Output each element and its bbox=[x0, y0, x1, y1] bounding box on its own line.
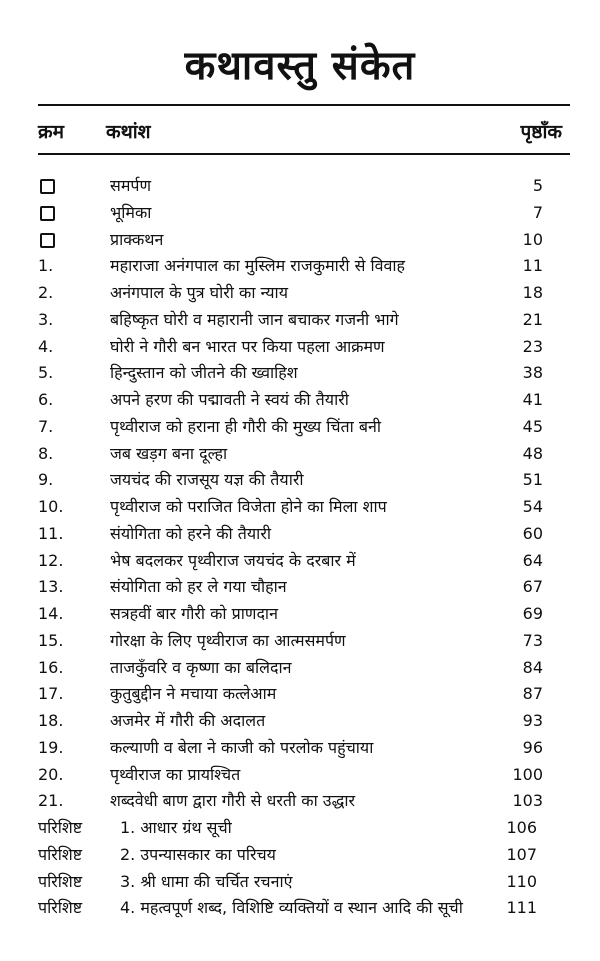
page-title: कथावस्तु संकेत bbox=[184, 43, 416, 89]
page-number: 110 bbox=[506, 871, 537, 891]
entry-title: पृथ्वीराज का प्रायश्चित bbox=[110, 764, 241, 784]
chapter-number: 4. bbox=[38, 336, 54, 356]
entry-title: सत्रहवीं बार गौरी को प्राणदान bbox=[110, 604, 278, 623]
appendix-label: परिशिष्ट bbox=[38, 818, 83, 837]
chapter-row[interactable] bbox=[0, 656, 600, 680]
page-number: 87 bbox=[522, 684, 543, 704]
chapter-number: 3. bbox=[38, 309, 54, 329]
chapter-number: 17. bbox=[38, 684, 64, 704]
page-number: 73 bbox=[522, 630, 543, 650]
page-number: 45 bbox=[522, 416, 543, 436]
entry-title: हिन्दुस्तान को जीतने की ख्वाहिश bbox=[110, 363, 298, 383]
entry-title: 3. श्री धामा की चर्चित रचनाएं bbox=[120, 871, 293, 891]
page-number: 41 bbox=[522, 390, 543, 409]
chapter-number: 20. bbox=[38, 764, 64, 784]
appendix-row[interactable] bbox=[0, 896, 600, 920]
chapter-number: 18. bbox=[38, 711, 64, 730]
page-number: 11 bbox=[522, 256, 543, 276]
entry-title: समर्पण bbox=[110, 176, 152, 195]
entry-title: संयोगिता को हरने की तैयारी bbox=[110, 523, 272, 543]
header-number: क्रम bbox=[38, 121, 64, 143]
entry-title: भेष बदलकर पृथ्वीराज जयचंद के दरबार में bbox=[110, 550, 356, 570]
appendix-label: परिशिष्ट bbox=[38, 844, 83, 864]
chapter-row[interactable] bbox=[0, 629, 600, 653]
chapter-row[interactable] bbox=[0, 575, 600, 599]
entry-title: जयचंद की राजसूय यज्ञ की तैयारी bbox=[110, 470, 304, 490]
entry-title: महाराजा अनंगपाल का मुस्लिम राजकुमारी से विवाह bbox=[110, 256, 406, 276]
appendix-row[interactable] bbox=[0, 870, 600, 894]
chapter-number: 12. bbox=[38, 550, 64, 570]
entry-title: घोरी ने गौरी बन भारत पर किया पहला आक्रमण bbox=[110, 336, 385, 356]
chapter-number: 1. bbox=[38, 256, 54, 276]
chapter-row[interactable] bbox=[0, 335, 600, 359]
chapter-row[interactable] bbox=[0, 763, 600, 787]
entry-title: प्राक्कथन bbox=[110, 229, 164, 249]
entry-title: जब खड़ग बना दूल्हा bbox=[110, 443, 228, 463]
entry-title: ताजकुँवरि व कृष्णा का बलिदान bbox=[110, 657, 292, 677]
page-number: 100 bbox=[512, 764, 543, 784]
page-number: 103 bbox=[512, 791, 543, 811]
page-number: 111 bbox=[506, 898, 537, 918]
page-number: 84 bbox=[522, 657, 543, 677]
chapter-number: 8. bbox=[38, 443, 54, 463]
chapter-number: 16. bbox=[38, 657, 64, 677]
chapter-row[interactable] bbox=[0, 442, 600, 466]
page-number: 5 bbox=[532, 176, 543, 195]
page-number: 107 bbox=[506, 844, 537, 864]
page-number: 54 bbox=[522, 497, 543, 516]
entry-title: कुतुबुद्दीन ने मचाया कत्लेआम bbox=[110, 684, 277, 704]
chapter-row[interactable] bbox=[0, 281, 600, 305]
prelim-row[interactable] bbox=[0, 174, 600, 198]
page-number: 38 bbox=[522, 363, 543, 383]
appendix-label: परिशिष्ट bbox=[38, 871, 83, 891]
page-number: 18 bbox=[522, 283, 543, 302]
chapter-row[interactable] bbox=[0, 522, 600, 546]
entry-title: अपने हरण की पद्मावती ने स्वयं की तैयारी bbox=[110, 390, 349, 409]
header-rule bbox=[38, 153, 570, 155]
appendix-row[interactable] bbox=[0, 843, 600, 867]
page-number: 23 bbox=[522, 336, 543, 356]
chapter-row[interactable] bbox=[0, 308, 600, 332]
page-number: 96 bbox=[522, 737, 543, 757]
entry-title: बहिष्कृत घोरी व महारानी जान बचाकर गजनी भागे bbox=[110, 309, 399, 329]
chapter-number: 2. bbox=[38, 283, 54, 302]
page-number: 48 bbox=[522, 443, 543, 463]
page-number: 10 bbox=[522, 229, 543, 249]
top-rule bbox=[38, 104, 570, 106]
entry-title: कल्याणी व बेला ने काजी को परलोक पहुंचाया bbox=[110, 737, 374, 757]
chapter-row[interactable] bbox=[0, 254, 600, 278]
checkbox-bullet-icon bbox=[40, 206, 55, 221]
chapter-number: 5. bbox=[38, 363, 54, 383]
entry-title: अनंगपाल के पुत्र घोरी का न्याय bbox=[110, 283, 288, 302]
entry-title: संयोगिता को हर ले गया चौहान bbox=[110, 577, 287, 597]
chapter-row[interactable] bbox=[0, 682, 600, 706]
chapter-number: 13. bbox=[38, 577, 64, 597]
chapter-number: 10. bbox=[38, 497, 64, 516]
chapter-row[interactable] bbox=[0, 388, 600, 412]
chapter-row[interactable] bbox=[0, 468, 600, 492]
page-number: 67 bbox=[522, 577, 543, 597]
chapter-number: 14. bbox=[38, 604, 64, 623]
entry-title: पृथ्वीराज को पराजित विजेता होने का मिला शाप bbox=[110, 497, 387, 516]
page-number: 93 bbox=[522, 711, 543, 730]
chapter-number: 19. bbox=[38, 737, 64, 757]
entry-title: शब्दवेधी बाण द्वारा गौरी से धरती का उद्धार bbox=[110, 791, 356, 811]
checkbox-bullet-icon bbox=[40, 233, 55, 248]
entry-title: अजमेर में गौरी की अदालत bbox=[110, 711, 266, 730]
page-number: 7 bbox=[532, 202, 543, 222]
chapter-row[interactable] bbox=[0, 736, 600, 760]
chapter-row[interactable] bbox=[0, 549, 600, 573]
chapter-row[interactable] bbox=[0, 415, 600, 439]
page-number: 21 bbox=[522, 309, 543, 329]
entry-title: 2. उपन्यासकार का परिचय bbox=[120, 844, 276, 864]
page-number: 64 bbox=[522, 550, 543, 570]
header-page: पृष्ठाँक bbox=[520, 121, 562, 143]
prelim-row[interactable] bbox=[0, 228, 600, 252]
entry-title: भूमिका bbox=[110, 202, 152, 222]
page-number: 60 bbox=[522, 523, 543, 543]
page-number: 51 bbox=[522, 470, 543, 490]
chapter-number: 6. bbox=[38, 390, 54, 409]
entry-title: 1. आधार ग्रंथ सूची bbox=[120, 818, 232, 837]
chapter-number: 9. bbox=[38, 470, 54, 490]
header-topic: कथांश bbox=[106, 121, 151, 143]
chapter-number: 7. bbox=[38, 416, 54, 436]
entry-title: पृथ्वीराज को हराना ही गौरी की मुख्य चिंता बनी bbox=[110, 416, 382, 436]
entry-title: 4. महत्वपूर्ण शब्द, विशिष्टि व्यक्तियों व स्थान आदि की सूची bbox=[120, 898, 463, 918]
entry-title: गोरक्षा के लिए पृथ्वीराज का आत्मसमर्पण bbox=[110, 630, 346, 650]
chapter-number: 11. bbox=[38, 523, 64, 543]
chapter-row[interactable] bbox=[0, 789, 600, 813]
chapter-number: 21. bbox=[38, 791, 64, 811]
chapter-row[interactable] bbox=[0, 709, 600, 733]
page-number: 106 bbox=[506, 818, 537, 837]
page-number: 69 bbox=[522, 604, 543, 623]
chapter-row[interactable] bbox=[0, 361, 600, 385]
chapter-row[interactable] bbox=[0, 495, 600, 519]
checkbox-bullet-icon bbox=[40, 179, 55, 194]
prelim-row[interactable] bbox=[0, 201, 600, 225]
chapter-number: 15. bbox=[38, 630, 64, 650]
appendix-row[interactable] bbox=[0, 816, 600, 840]
appendix-label: परिशिष्ट bbox=[38, 898, 83, 918]
chapter-row[interactable] bbox=[0, 602, 600, 626]
